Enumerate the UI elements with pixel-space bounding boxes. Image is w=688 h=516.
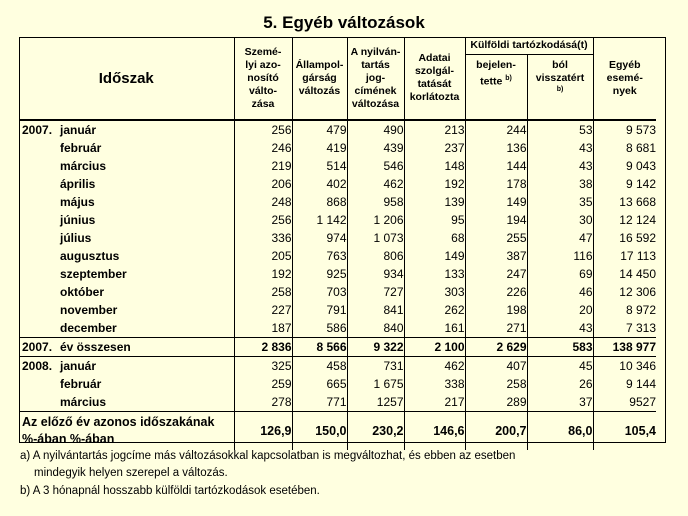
table-cell: 479 bbox=[292, 120, 347, 139]
percentage-label: Az előző év azonos időszakának %-ában %-ában bbox=[19, 412, 234, 451]
row-month: február bbox=[60, 141, 102, 155]
row-year: 2008. bbox=[22, 359, 53, 373]
table-cell: 35 bbox=[527, 193, 593, 211]
period-header: Időszak bbox=[19, 37, 234, 120]
row-month: augusztus bbox=[60, 249, 120, 263]
footnote-b: b) A 3 hónapnál hosszabb külföldi tartózkodások esetében. bbox=[20, 485, 320, 497]
table-row bbox=[19, 301, 656, 319]
table-cell: 95 bbox=[404, 211, 465, 229]
row-year: 2007. bbox=[22, 340, 53, 354]
row-month: december bbox=[60, 321, 117, 335]
table-cell: 791 bbox=[292, 301, 347, 319]
page-title: 5. Egyéb változások bbox=[263, 13, 425, 32]
table-cell: 138 977 bbox=[593, 338, 656, 357]
table-row bbox=[19, 393, 656, 412]
row-month: február bbox=[60, 377, 102, 391]
table-cell: 262 bbox=[404, 301, 465, 319]
table-cell: 217 bbox=[404, 393, 465, 412]
table-cell: 1 073 bbox=[347, 229, 404, 247]
table-row bbox=[19, 357, 656, 376]
table-cell: 1 142 bbox=[292, 211, 347, 229]
table-cell: 868 bbox=[292, 193, 347, 211]
table-cell: 303 bbox=[404, 283, 465, 301]
table-row bbox=[19, 265, 656, 283]
row-month: március bbox=[60, 159, 107, 173]
table-cell: 583 bbox=[527, 338, 593, 357]
table-cell: 289 bbox=[465, 393, 527, 412]
table-cell: 407 bbox=[465, 357, 527, 376]
col-header-data-restriction: Adatai szolgál- tatását korlátozta bbox=[404, 37, 465, 120]
footnote-a: a) A nyilvántartás jogcíme más változásokkal kapcsolatban is megváltozhat, és ebben az esetben bbox=[20, 450, 516, 462]
percentage-cell: 146,6 bbox=[404, 412, 465, 451]
footnote-a-cont: mindegyik helyen szerepel a változás. bbox=[34, 466, 228, 479]
table-cell: 198 bbox=[465, 301, 527, 319]
table-cell: 806 bbox=[347, 247, 404, 265]
table-cell: 934 bbox=[347, 265, 404, 283]
table-cell: 771 bbox=[292, 393, 347, 412]
row-month: április bbox=[60, 177, 96, 191]
table-row bbox=[19, 319, 656, 338]
table-cell: 9 142 bbox=[593, 175, 656, 193]
table-cell: 9 573 bbox=[593, 120, 656, 139]
percentage-cell: 230,2 bbox=[347, 412, 404, 451]
table-cell: 458 bbox=[292, 357, 347, 376]
table-cell: 14 450 bbox=[593, 265, 656, 283]
table-cell: 1 206 bbox=[347, 211, 404, 229]
table-cell: 187 bbox=[234, 319, 292, 338]
table-row bbox=[19, 338, 656, 357]
table-cell: 258 bbox=[465, 375, 527, 393]
table-cell: 7 313 bbox=[593, 319, 656, 338]
table-cell: 9 043 bbox=[593, 157, 656, 175]
table-cell: 439 bbox=[347, 139, 404, 157]
table-cell: 12 306 bbox=[593, 283, 656, 301]
percentage-cell: 105,4 bbox=[593, 412, 656, 451]
row-period bbox=[19, 393, 234, 412]
row-period bbox=[19, 319, 234, 338]
table-cell: 271 bbox=[465, 319, 527, 338]
table-cell: 338 bbox=[404, 375, 465, 393]
table-row bbox=[19, 139, 656, 157]
table-cell: 219 bbox=[234, 157, 292, 175]
table-cell: 255 bbox=[465, 229, 527, 247]
table-cell: 514 bbox=[292, 157, 347, 175]
table-cell: 546 bbox=[347, 157, 404, 175]
table-cell: 43 bbox=[527, 319, 593, 338]
percentage-cell: 126,9 bbox=[234, 412, 292, 451]
table-cell: 16 592 bbox=[593, 229, 656, 247]
footnotes bbox=[20, 448, 515, 500]
col-header-legal-title: A nyilván- tartás jog- címének változása bbox=[347, 37, 404, 120]
table-cell: 139 bbox=[404, 193, 465, 211]
table-cell: 248 bbox=[234, 193, 292, 211]
row-period bbox=[19, 120, 234, 139]
table-cell: 336 bbox=[234, 229, 292, 247]
table-row bbox=[19, 193, 656, 211]
row-period bbox=[19, 139, 234, 157]
table-cell: 9 322 bbox=[347, 338, 404, 357]
table-cell: 10 346 bbox=[593, 357, 656, 376]
table-cell: 43 bbox=[527, 139, 593, 157]
table-cell: 237 bbox=[404, 139, 465, 157]
row-period bbox=[19, 357, 234, 376]
row-month: március bbox=[60, 395, 107, 409]
table-cell: 8 681 bbox=[593, 139, 656, 157]
row-month: január bbox=[60, 359, 97, 373]
table-cell: 30 bbox=[527, 211, 593, 229]
table-cell: 206 bbox=[234, 175, 292, 193]
table-cell: 148 bbox=[404, 157, 465, 175]
table-cell: 2 836 bbox=[234, 338, 292, 357]
table-cell: 731 bbox=[347, 357, 404, 376]
table-cell: 256 bbox=[234, 120, 292, 139]
row-period bbox=[19, 283, 234, 301]
table-cell: 226 bbox=[465, 283, 527, 301]
table-cell: 490 bbox=[347, 120, 404, 139]
table-cell: 402 bbox=[292, 175, 347, 193]
table-cell: 665 bbox=[292, 375, 347, 393]
table-cell: 149 bbox=[465, 193, 527, 211]
col-header-citizenship: Állampol- gárság változás bbox=[292, 37, 347, 120]
row-period bbox=[19, 301, 234, 319]
row-period bbox=[19, 247, 234, 265]
table-row bbox=[19, 229, 656, 247]
table-cell: 192 bbox=[234, 265, 292, 283]
table-cell: 69 bbox=[527, 265, 593, 283]
table-row bbox=[19, 247, 656, 265]
table-cell: 387 bbox=[465, 247, 527, 265]
table-cell: 194 bbox=[465, 211, 527, 229]
table-cell: 247 bbox=[465, 265, 527, 283]
table-cell: 43 bbox=[527, 157, 593, 175]
table-cell: 841 bbox=[347, 301, 404, 319]
row-month: október bbox=[60, 285, 105, 299]
table-cell: 9527 bbox=[593, 393, 656, 412]
table-cell: 244 bbox=[465, 120, 527, 139]
row-month: szeptember bbox=[60, 267, 127, 281]
col-header-reported: bejelen- tette $^{b)}$ bbox=[465, 54, 527, 120]
table-cell: 45 bbox=[527, 357, 593, 376]
table-cell: 958 bbox=[347, 193, 404, 211]
table-cell: 161 bbox=[404, 319, 465, 338]
table-cell: 703 bbox=[292, 283, 347, 301]
row-month: július bbox=[60, 231, 92, 245]
row-period bbox=[19, 211, 234, 229]
table-cell: 840 bbox=[347, 319, 404, 338]
table-cell: 17 113 bbox=[593, 247, 656, 265]
row-period bbox=[19, 338, 234, 357]
table-cell: 727 bbox=[347, 283, 404, 301]
table-cell: 2 100 bbox=[404, 338, 465, 357]
table-cell: 53 bbox=[527, 120, 593, 139]
data-table bbox=[19, 37, 656, 450]
table-cell: 37 bbox=[527, 393, 593, 412]
row-period bbox=[19, 175, 234, 193]
table-row bbox=[19, 157, 656, 175]
row-period bbox=[19, 375, 234, 393]
table-cell: 47 bbox=[527, 229, 593, 247]
table-row bbox=[19, 175, 656, 193]
table-cell: 26 bbox=[527, 375, 593, 393]
table-cell: 1257 bbox=[347, 393, 404, 412]
row-year: 2007. bbox=[22, 123, 53, 137]
table-cell: 246 bbox=[234, 139, 292, 157]
row-period bbox=[19, 229, 234, 247]
col-header-returned: ból visszatért b) bbox=[527, 54, 593, 120]
table-cell: 12 124 bbox=[593, 211, 656, 229]
percentage-row bbox=[19, 412, 656, 451]
table-cell: 258 bbox=[234, 283, 292, 301]
table-cell: 38 bbox=[527, 175, 593, 193]
table-row bbox=[19, 211, 656, 229]
table-row bbox=[19, 375, 656, 393]
table-cell: 462 bbox=[347, 175, 404, 193]
table-cell: 278 bbox=[234, 393, 292, 412]
table-cell: 1 675 bbox=[347, 375, 404, 393]
col-header-foreign-stay: Külföldi tartózkodásá(t) bbox=[465, 37, 593, 54]
table-cell: 133 bbox=[404, 265, 465, 283]
row-period bbox=[19, 157, 234, 175]
table-cell: 9 144 bbox=[593, 375, 656, 393]
table-row bbox=[19, 120, 656, 139]
row-month: év összesen bbox=[60, 340, 131, 354]
percentage-cell: 200,7 bbox=[465, 412, 527, 451]
table-cell: 586 bbox=[292, 319, 347, 338]
table-cell: 13 668 bbox=[593, 193, 656, 211]
row-month: május bbox=[60, 195, 95, 209]
table-cell: 8 566 bbox=[292, 338, 347, 357]
table-cell: 20 bbox=[527, 301, 593, 319]
row-month: november bbox=[60, 303, 118, 317]
table-cell: 925 bbox=[292, 265, 347, 283]
table-cell: 46 bbox=[527, 283, 593, 301]
row-period bbox=[19, 265, 234, 283]
table-cell: 2 629 bbox=[465, 338, 527, 357]
table-cell: 256 bbox=[234, 211, 292, 229]
table-cell: 325 bbox=[234, 357, 292, 376]
row-month: január bbox=[60, 123, 97, 137]
table-cell: 205 bbox=[234, 247, 292, 265]
row-month: június bbox=[60, 213, 96, 227]
row-period bbox=[19, 193, 234, 211]
col-header-personal-id: Szemé- lyi azo- nosító válto- zása bbox=[234, 37, 292, 120]
percentage-cell: 86,0 bbox=[527, 412, 593, 451]
table-cell: 116 bbox=[527, 247, 593, 265]
table-cell: 192 bbox=[404, 175, 465, 193]
table-cell: 462 bbox=[404, 357, 465, 376]
table-cell: 68 bbox=[404, 229, 465, 247]
table-cell: 178 bbox=[465, 175, 527, 193]
table-row bbox=[19, 283, 656, 301]
table-cell: 259 bbox=[234, 375, 292, 393]
table-cell: 136 bbox=[465, 139, 527, 157]
table-cell: 8 972 bbox=[593, 301, 656, 319]
table-cell: 419 bbox=[292, 139, 347, 157]
table-cell: 974 bbox=[292, 229, 347, 247]
table-cell: 144 bbox=[465, 157, 527, 175]
table-cell: 149 bbox=[404, 247, 465, 265]
col-header-other-events: Egyéb esemé- nyek bbox=[593, 37, 656, 120]
table-cell: 763 bbox=[292, 247, 347, 265]
table-cell: 213 bbox=[404, 120, 465, 139]
percentage-cell: 150,0 bbox=[292, 412, 347, 451]
table-cell: 227 bbox=[234, 301, 292, 319]
